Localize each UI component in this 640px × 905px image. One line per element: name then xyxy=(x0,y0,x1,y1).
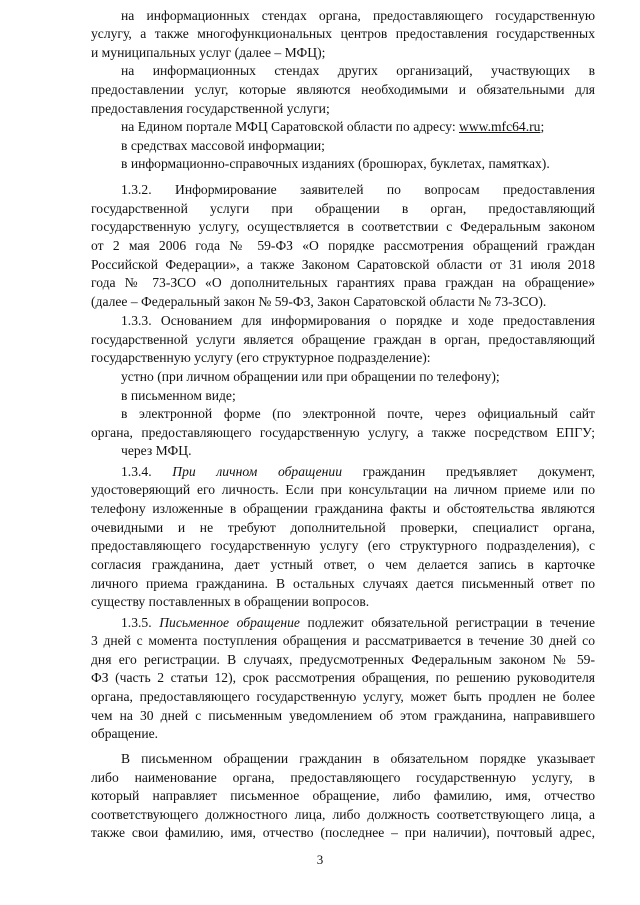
text-line: 3 дней с момента поступления обращения и рассматривается в течение 30 дней со xyxy=(91,633,595,649)
text-line: на информационных стендах других организаций, участвующих в xyxy=(121,63,595,79)
text-line: соответствующего должностного лица, либо должность соответствующего лица, а xyxy=(91,806,595,822)
text-fragment: гражданин предъявляет документ, xyxy=(342,463,595,479)
text-line: на информационных стендах органа, предоставляющего государственную xyxy=(121,7,595,23)
text-line: дня его регистрации. В случаях, предусмотренных Федеральным законом № 59- xyxy=(91,651,595,667)
text-line: и муниципальных услуг (далее – МФЦ); xyxy=(91,44,326,60)
text-line: либо наименование органа, предоставляющего государственную услугу, в xyxy=(91,769,595,785)
text-line: ФЗ (часть 2 статьи 12), срок рассмотрения обращения, по решению руководителя xyxy=(91,670,595,686)
text-line: (далее – Федеральный закон № 59-ФЗ, Закон Саратовской области № 73-ЗСО). xyxy=(91,293,547,309)
text-line: государственной услуги является обращение граждан в орган, предоставляющий xyxy=(91,331,595,347)
text-line xyxy=(121,117,595,136)
text-line: в средствах массовой информации; xyxy=(121,137,325,153)
emphasis-text: При личном обращении xyxy=(172,463,342,479)
text-line: который направляет письменное обращение, либо фамилию, имя, отчество xyxy=(91,788,595,804)
text-line: телефону изложенные в обращении гражданина факты и обстоятельства являются xyxy=(91,501,595,517)
text-line: от 2 мая 2006 года № 59-ФЗ «О порядке рассмотрения обращений граждан xyxy=(91,237,595,253)
text-line: предоставления государственной услуги; xyxy=(91,100,330,116)
text-fragment: подлежит обязательной регистрации в течение xyxy=(299,614,595,630)
text-line: государственную услугу, осуществляется в соответствии с Федеральным законом xyxy=(91,219,595,235)
text-line: года № 73-ЗСО «О дополнительных гарантиях права граждан на обращение» xyxy=(91,275,595,291)
page-number: 3 xyxy=(316,852,324,867)
text-fragment: 1.3.5. xyxy=(121,614,160,630)
text-line: предоставлении услуг, которые являются необходимыми и обязательными для xyxy=(91,81,595,97)
text-line: очевидными и не требуют дополнительной проверки, специалист органа, xyxy=(91,519,595,535)
text-line: 1.3.3. Основанием для информирования о порядке и ходе предоставления xyxy=(121,313,595,329)
text-line: государственной услуги при обращении в орган, предоставляющий xyxy=(91,200,595,216)
text-line: органа, предоставляющего государственную услугу, может быть продлен не более xyxy=(91,688,595,704)
text-line: Российской Федерации», а также Законом Саратовской области от 31 июля 2018 xyxy=(91,256,595,272)
text-line: чем на 30 дней с письменным уведомлением об этом гражданина, направившего xyxy=(91,707,595,723)
text-line xyxy=(121,462,595,481)
text-line: согласия гражданина, дает устный ответ, о чем делается запись в карточке xyxy=(91,556,595,572)
text-line: в письменном виде; xyxy=(121,387,236,403)
emphasis-text: Письменное обращение xyxy=(159,614,300,630)
text-line: органа, предоставляющего государственную услугу, а также посредством ЕПГУ; xyxy=(91,424,595,440)
text-line: личного приема гражданина. В остальных случаях дается письменный ответ по xyxy=(91,575,595,591)
text-line xyxy=(121,613,595,632)
text-fragment: на Едином портале МФЦ Саратовской области по адресу: xyxy=(121,119,460,135)
text-line: в электронной форме (по электронной почте, через официальный сайт xyxy=(121,406,595,422)
text-line: государственную услугу (его структурное подразделение): xyxy=(91,350,431,366)
text-line: в информационно-справочных изданиях (брошюрах, буклетах, памятках). xyxy=(121,156,550,172)
website-link[interactable]: www.mfc64.ru xyxy=(459,119,541,135)
text-fragment: 1.3.4. xyxy=(121,463,173,479)
text-line: 1.3.2. Информирование заявителей по вопросам предоставления xyxy=(121,182,595,198)
text-line: В письменном обращении гражданин в обязательном порядке указывает xyxy=(121,750,595,766)
text-line: существу поставленных в обращении вопросов. xyxy=(91,594,370,610)
text-line: через МФЦ. xyxy=(121,443,192,459)
text-line: услугу, а также многофункциональных центров предоставления государственных xyxy=(91,26,595,42)
text-line: обращение. xyxy=(91,726,159,742)
text-line: удостоверяющий его личность. Если при консультации на личном приеме или по xyxy=(91,482,595,498)
text-fragment: ; xyxy=(540,119,545,135)
text-line: предоставляющего государственную услугу (его структурного подразделения), с xyxy=(91,538,595,554)
text-line: также свои фамилию, имя, отчество (последнее – при наличии), почтовый адрес, xyxy=(91,825,595,841)
text-line: устно (при личном обращении или при обращении по телефону); xyxy=(121,369,500,385)
